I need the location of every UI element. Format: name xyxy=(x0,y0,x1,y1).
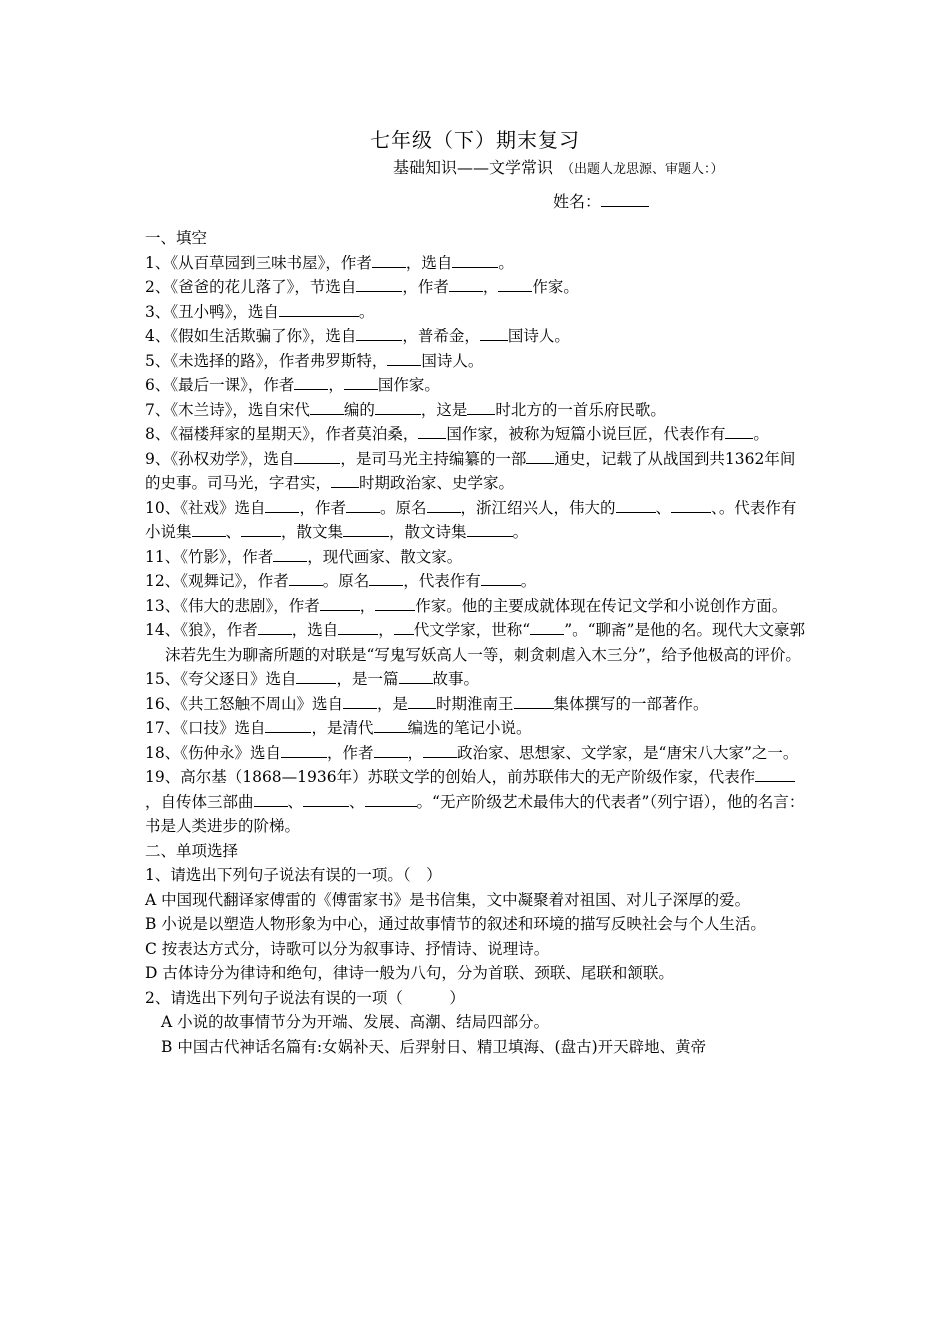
blank[interactable] xyxy=(452,251,498,268)
blank[interactable] xyxy=(671,496,711,513)
blank[interactable] xyxy=(346,496,380,513)
blank[interactable] xyxy=(258,618,292,635)
blank[interactable] xyxy=(343,520,389,537)
blank[interactable] xyxy=(481,569,521,586)
choice-question-2-stem: 2、请选出下列句子说法有误的一项（ ） xyxy=(145,988,465,1007)
question-13: 13、《伟大的悲剧》，作者 ， 作家。他的主要成就体现在传记文学和小说创作方面。 xyxy=(145,594,810,619)
blank[interactable] xyxy=(294,373,328,390)
subtitle-text: 基础知识——文学常识 xyxy=(393,158,554,177)
blank[interactable] xyxy=(394,618,414,635)
blank[interactable] xyxy=(281,741,327,758)
blank[interactable] xyxy=(467,398,495,415)
question-15: 15、《夸父逐日》选自 ，是一篇 故事。 xyxy=(145,667,810,692)
blank[interactable] xyxy=(449,275,483,292)
question-3: 3、《丑小鸭》，选自 。 xyxy=(145,300,810,325)
question-8: 8、《福楼拜家的星期天》，作者莫泊桑， 国作家，被称为短篇小说巨匠，代表作有 。 xyxy=(145,422,810,447)
choice-q2-option-b[interactable]: B 中国古代神话名篇有:女娲补天、后羿射日、精卫填海、(盘古)开天辟地、黄帝 xyxy=(161,1037,707,1056)
blank[interactable] xyxy=(427,496,461,513)
choice-q1-option-b[interactable]: B 小说是以塑造人物形象为中心，通过故事情节的叙述和环境的描写反映社会与个人生活。 xyxy=(145,915,766,933)
question-7: 7、《木兰诗》，选自宋代 编的 ，这是 时北方的一首乐府民歌。 xyxy=(145,398,810,423)
blank[interactable] xyxy=(254,790,288,807)
question-18: 18、《伤仲永》选自 ，作者 ， 政治家、思想家、文学家，是“唐宋八大家”之一。 xyxy=(145,741,810,766)
subtitle-note: （出题人龙思源、审题人：） xyxy=(561,162,724,177)
blank[interactable] xyxy=(374,741,408,758)
blank[interactable] xyxy=(303,790,349,807)
blank[interactable] xyxy=(526,447,554,464)
blank[interactable] xyxy=(755,765,795,782)
question-19: 19、高尔基（1868—1936年）苏联文学的创始人，前苏联伟大的无产阶级作家，代表作，自传体三部曲 、 、 。“无产阶级艺术最伟大的代表者”（列宁语），他的名言：书是人类进步的阶梯。 xyxy=(145,765,810,839)
blank[interactable] xyxy=(192,520,226,537)
document-body xyxy=(145,226,810,1059)
choice-question-1-stem: 1、请选出下列句子说法有误的一项。（ ） xyxy=(145,866,442,884)
blank[interactable] xyxy=(498,275,532,292)
blank[interactable] xyxy=(369,569,403,586)
blank[interactable] xyxy=(480,324,508,341)
page-title: 七年级（下）期末复习 xyxy=(370,128,580,152)
blank[interactable] xyxy=(374,716,408,733)
blank[interactable] xyxy=(241,520,281,537)
choice-q1-option-c[interactable]: C 按表达方式分，诗歌可以分为叙事诗、抒情诗、说理诗。 xyxy=(145,939,550,958)
blank[interactable] xyxy=(320,594,360,611)
blank[interactable] xyxy=(372,251,406,268)
blank[interactable] xyxy=(356,324,402,341)
blank[interactable] xyxy=(338,618,378,635)
blank[interactable] xyxy=(514,692,554,709)
blank[interactable] xyxy=(289,569,323,586)
name-blank[interactable] xyxy=(601,190,649,207)
question-11: 11、《竹影》，作者 ，现代画家、散文家。 xyxy=(145,545,810,570)
question-6: 6、《最后一课》，作者 ， 国作家。 xyxy=(145,373,810,398)
blank[interactable] xyxy=(725,422,753,439)
blank[interactable] xyxy=(296,667,336,684)
question-4: 4、《假如生活欺骗了你》，选自 ，普希金， 国诗人。 xyxy=(145,324,810,349)
blank[interactable] xyxy=(387,349,421,366)
blank[interactable] xyxy=(344,373,378,390)
choice-q2-option-a[interactable]: A 小说的故事情节分为开端、发展、高潮、结局四部分。 xyxy=(161,1013,550,1031)
question-9: 9、《孙权劝学》，选自 ，是司马光主持编纂的一部 通史，记载了从战国到共1362年间的史事。司马光，字君实， 时期政治家、史学家。 xyxy=(145,447,810,496)
blank[interactable] xyxy=(265,716,311,733)
question-2: 2、《爸爸的花儿落了》，节选自 ，作者 ， 作家。 xyxy=(145,275,810,300)
blank[interactable] xyxy=(399,667,433,684)
name-label: 姓名： xyxy=(553,192,602,211)
blank[interactable] xyxy=(423,741,457,758)
question-17: 17、《口技》选自 ，是清代 编选的笔记小说。 xyxy=(145,716,810,741)
question-5: 5、《未选择的路》，作者弗罗斯特， 国诗人。 xyxy=(145,349,810,374)
blank[interactable] xyxy=(294,447,340,464)
question-12: 12、《观舞记》，作者 。原名 ，代表作有 。 xyxy=(145,569,810,594)
blank[interactable] xyxy=(310,398,344,415)
choice-q1-option-a[interactable]: A 中国现代翻译家傅雷的《傅雷家书》是书信集，文中凝聚着对祖国、对儿子深厚的爱。 xyxy=(145,890,751,909)
section-heading-fill: 一、填空 xyxy=(145,229,208,247)
blank[interactable] xyxy=(375,398,421,415)
question-10: 10、《社戏》选自 ，作者 。原名 ，浙江绍兴人，伟大的 、 、。代表作有小说集 、 ，散文集 ，散文诗集 。 xyxy=(145,496,810,545)
blank[interactable] xyxy=(343,692,377,709)
blank[interactable] xyxy=(467,520,513,537)
blank[interactable] xyxy=(408,692,436,709)
question-1: 1、《从百草园到三味书屋》，作者 ，选自 。 xyxy=(145,251,810,276)
choice-q1-option-d[interactable]: D 古体诗分为律诗和绝句，律诗一般为八句，分为首联、颈联、尾联和颔联。 xyxy=(145,964,674,982)
page-subtitle xyxy=(393,155,724,178)
blank[interactable] xyxy=(273,545,307,562)
name-field xyxy=(553,189,649,212)
blank[interactable] xyxy=(365,790,417,807)
section-heading-choice: 二、单项选择 xyxy=(145,841,239,860)
blank[interactable] xyxy=(375,594,415,611)
blank[interactable] xyxy=(616,496,656,513)
question-16: 16、《共工怒触不周山》选自 ，是 时期淮南王 集体撰写的一部著作。 xyxy=(145,692,810,717)
blank[interactable] xyxy=(265,496,299,513)
blank[interactable] xyxy=(331,471,359,488)
blank[interactable] xyxy=(418,422,446,439)
question-14: 14、《狼》，作者 ，选自 ， 代文学家，世称“ ”。“聊斋”是他的名。现代大文豪郭沫若先生为聊斋所题的对联是“写鬼写妖高人一等，刺贪刺虐入木三分”，给予他极高的评价。 xyxy=(145,618,810,667)
blank[interactable] xyxy=(356,275,402,292)
blank[interactable] xyxy=(279,300,359,317)
blank[interactable] xyxy=(530,618,564,635)
